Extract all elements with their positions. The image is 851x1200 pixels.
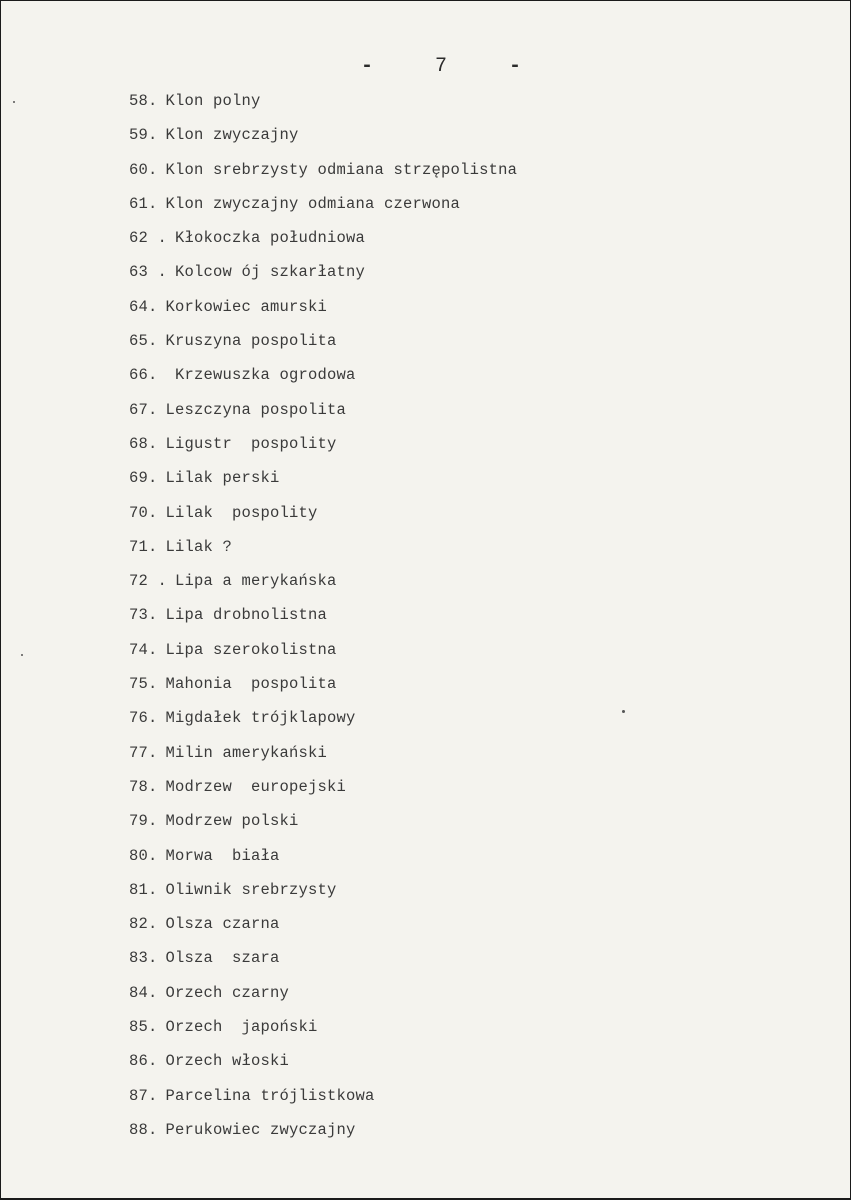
list-item-number: 65. — [129, 332, 158, 351]
list-item — [129, 1016, 517, 1050]
list-item-text: Olsza czarna — [165, 915, 280, 934]
list-item-number: 62 . — [129, 229, 168, 248]
list-item — [129, 1085, 517, 1119]
list-item — [129, 982, 517, 1016]
list-item-number: 83. — [129, 949, 158, 968]
list-item — [129, 124, 517, 158]
plant-list — [129, 90, 517, 1153]
page-number-dash-right: - — [508, 55, 521, 78]
list-item-text: Kolcow ój szkarłatny — [175, 263, 366, 282]
paper-speck — [13, 101, 15, 103]
list-item — [129, 673, 517, 707]
list-item — [129, 639, 517, 673]
list-item-number: 80. — [129, 846, 158, 865]
list-item-number: 78. — [129, 777, 158, 796]
list-item-number: 63 . — [129, 263, 168, 282]
list-item-text: Kłokoczka południowa — [175, 229, 366, 248]
list-item-number: 84. — [129, 983, 158, 1002]
list-item — [129, 1119, 517, 1153]
list-item-number: 70. — [129, 503, 158, 522]
list-item-text: Lilak ? — [165, 537, 233, 556]
list-item — [129, 604, 517, 638]
list-item-number: 79. — [129, 812, 158, 831]
list-item-number: 86. — [129, 1052, 158, 1071]
list-item — [129, 776, 517, 810]
list-item-text: Lipa drobnolistna — [165, 606, 328, 625]
list-item-text: Modrzew europejski — [165, 777, 347, 796]
list-item — [129, 227, 517, 261]
list-item-number: 77. — [129, 743, 158, 762]
list-item-number: 85. — [129, 1018, 158, 1037]
list-item-number: 81. — [129, 880, 158, 899]
list-item — [129, 947, 517, 981]
list-item-number: 73. — [129, 606, 158, 625]
list-item — [129, 879, 517, 913]
list-item-text: Olsza szara — [165, 949, 280, 968]
list-item-number: 71. — [129, 537, 158, 556]
list-item — [129, 296, 517, 330]
list-item-number: 75. — [129, 675, 158, 694]
list-item-text: Orzech czarny — [165, 983, 290, 1002]
list-item-text: Lilak pospolity — [165, 503, 318, 522]
list-item-number: 69. — [129, 469, 158, 488]
list-item — [129, 261, 517, 295]
list-item-number: 72 . — [129, 572, 168, 591]
list-item-number: 67. — [129, 400, 158, 419]
list-item-text: Klon srebrzysty odmiana strzępolistna — [165, 160, 518, 179]
paper-speck — [21, 654, 23, 656]
list-item-text: Kruszyna pospolita — [165, 332, 337, 351]
list-item-text: Lipa a merykańska — [175, 572, 337, 591]
list-item-text: Perukowiec zwyczajny — [165, 1120, 356, 1139]
list-item — [129, 364, 517, 398]
list-item-number: 66. — [129, 366, 158, 385]
list-item — [129, 193, 517, 227]
list-item — [129, 742, 517, 776]
list-item-text: Lipa szerokolistna — [165, 640, 337, 659]
list-item-number: 76. — [129, 709, 158, 728]
document-page — [1, 1, 850, 1198]
list-item — [129, 433, 517, 467]
list-item-number: 82. — [129, 915, 158, 934]
page-number-dash-left: - — [361, 55, 374, 78]
list-item — [129, 570, 517, 604]
list-item — [129, 330, 517, 364]
list-item-number: 88. — [129, 1120, 158, 1139]
list-item-number: 74. — [129, 640, 158, 659]
list-item-number: 64. — [129, 297, 158, 316]
list-item-number: 87. — [129, 1086, 158, 1105]
page-number-header — [361, 55, 521, 78]
list-item-text: Orzech włoski — [165, 1052, 290, 1071]
list-item — [129, 502, 517, 536]
list-item — [129, 913, 517, 947]
list-item-text: Leszczyna pospolita — [165, 400, 347, 419]
list-item-text: Mahonia pospolita — [165, 675, 337, 694]
list-item — [129, 810, 517, 844]
list-item — [129, 399, 517, 433]
list-item — [129, 90, 517, 124]
page-number: 7 — [434, 55, 447, 78]
list-item — [129, 159, 517, 193]
list-item-text: Milin amerykański — [165, 743, 328, 762]
list-item-text: Ligustr pospolity — [165, 434, 337, 453]
list-item — [129, 845, 517, 879]
list-item-text: Modrzew polski — [165, 812, 299, 831]
list-item-text: Klon polny — [165, 92, 261, 110]
paper-speck — [622, 710, 625, 713]
list-item-text: Oliwnik srebrzysty — [165, 880, 337, 899]
list-item-text: Lilak perski — [165, 469, 280, 488]
list-item-number: 58. — [129, 92, 158, 110]
list-item-text: Klon zwyczajny odmiana czerwona — [165, 194, 461, 213]
list-item-number: 60. — [129, 160, 158, 179]
list-item-text: Krzewuszka ogrodowa — [165, 366, 356, 385]
list-item — [129, 707, 517, 741]
list-item-text: Migdałek trójklapowy — [165, 709, 356, 728]
list-item-number: 59. — [129, 126, 158, 145]
list-item-number: 61. — [129, 194, 158, 213]
list-item-text: Klon zwyczajny — [165, 126, 299, 145]
list-item-number: 68. — [129, 434, 158, 453]
list-item-text: Morwa biała — [165, 846, 280, 865]
list-item-text: Korkowiec amurski — [165, 297, 328, 316]
list-item-text: Orzech japoński — [165, 1018, 318, 1037]
list-item — [129, 1050, 517, 1084]
list-item-text: Parcelina trójlistkowa — [165, 1086, 375, 1105]
list-item — [129, 536, 517, 570]
list-item — [129, 467, 517, 501]
